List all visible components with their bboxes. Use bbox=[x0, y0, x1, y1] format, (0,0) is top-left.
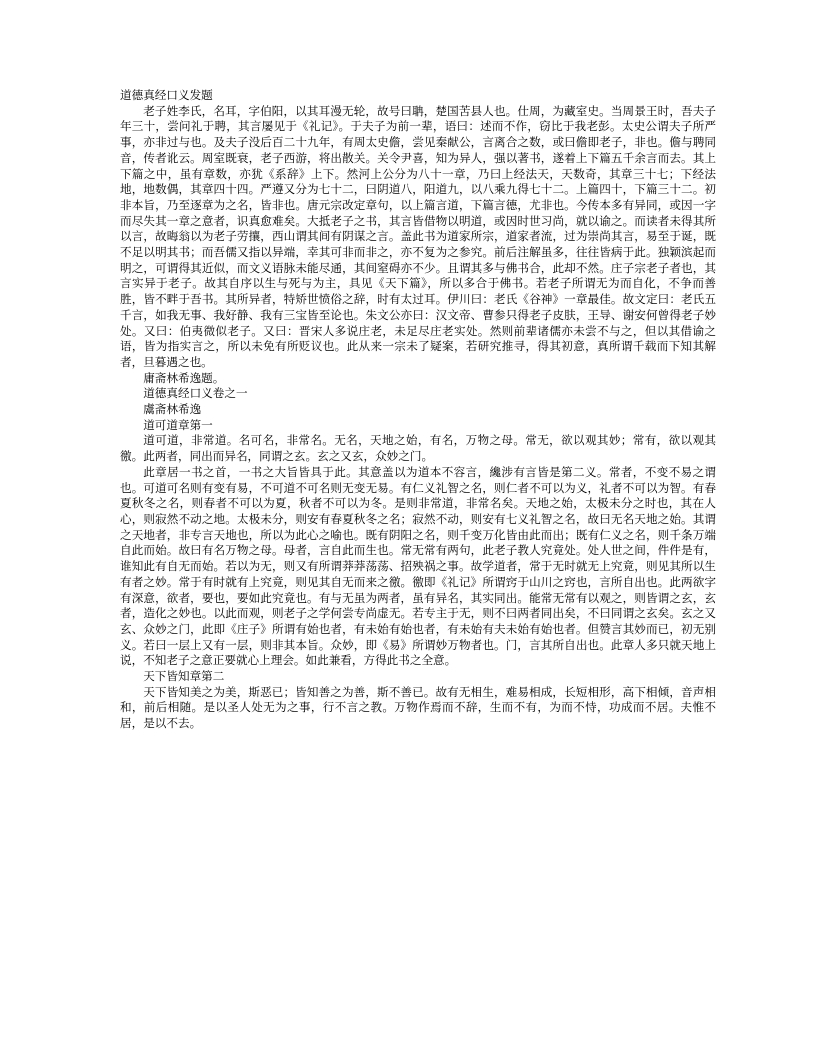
chapter-2-scripture: 天下皆知美之为美，斯恶已；皆知善之为善，斯不善已。故有无相生，难易相成，长短相形，高下相倾，音声相和，前后相随。是以圣人处无为之事，行不言之教。万物作焉而不辞，生而不有，为而不恃，功成而不居。夫惟不居，是以不去。 bbox=[120, 684, 716, 731]
preface-signature: 庸斋林希逸题。 bbox=[143, 370, 225, 385]
chapter-1-scripture: 道可道，非常道。名可名，非常名。无名，天地之始，有名，万物之母。常无，欲以观其妙；常有，欲以观其徼。此两者，同出而异名，同谓之玄。玄之又玄，众妙之门。 bbox=[120, 433, 716, 464]
chapter-2-title: 天下皆知章第二 bbox=[143, 669, 225, 684]
author-line: 鬳斋林希逸 bbox=[143, 402, 202, 417]
chapter-1-title: 道可道章第一 bbox=[143, 417, 213, 432]
document-title: 道德真经口义发题 bbox=[120, 88, 213, 102]
preface-paragraph: 老子姓李氏，名耳，字伯阳，以其耳漫无轮，故号曰聃，楚国苦县人也。仕周，为藏室史。当周景王时，吾夫子年三十，尝问礼于聘，其言屡见于《礼记》。于夫子为前一辈，语曰：述而不作，窃比于我老彭。太史公谓夫子所严事，亦非过与也。及夫子没后百二十九年，有周太史儋，尝见秦献公，言离合之数，或曰儋即老子，非也。儋与聘同音，传者讹云。周室既衰，老子西游，将出散关。关令尹喜，知为异人，强以著书，遂着上下篇五千余言而去。其上下篇之中，虽有章数，亦犹《系辞》上下。然河上公分为八十一章，乃曰上经法天，天数奇，其章三十七；下经法地，地数偶，其章四十四。严遵又分为七十二，曰阴道八，阳道九，以八乘九得七十二。上篇四十，下篇三十二。初非本旨，乃至逐章为之名，皆非也。唐元宗改定章句，以上篇言道，下篇言德，尤非也。今传本多有异同，或因一字而尽失其一章之意者，识真愈难矣。大抵老子之书，其言皆借物以明道，或因时世习尚，就以谕之。而读者未得其所以言，故晦翁以为老子劳攘，西山谓其间有阴谋之言。盖此书为道家所宗，道家者流，过为崇尚其言，易至于诞，既不足以明其书；而吾儒又指以异端，幸其可非而非之，亦不复为之参究。前后注解虽多，往往皆病于此。独颖滨起而明之，可谓得其近似，而文义语脉未能尽通，其间窒碍亦不少。且谓其多与佛书合，此却不然。庄子宗老子者也，其言实异于老子。故其自序以生与死与为主，具见《天下篇》，所以多合于佛书。若老子所谓无为而自化，不争而善胜，皆不畔于吾书。其所异者，特矫世愤俗之辞，时有太过耳。伊川曰：老氏《谷神》一章最佳。故文定曰：老氏五千言，如我无事、我好静、我有三宝皆至论也。朱文公亦曰：汉文帝、曹参只得老子皮肤，王导、谢安何曾得老子妙处。又曰：伯夷微似老子。又曰：晋宋人多说庄老，未足尽庄老实处。然则前辈诸儒亦未尝不与之，但以其借谕之语，皆为指实言之，所以未免有所贬议也。此从来一宗未了疑案，若研究推寻，得其初意，真所谓千载而下知其解者，旦暮遇之也。 bbox=[120, 103, 716, 369]
volume-title: 道德真经口义卷之一 bbox=[143, 386, 248, 401]
document-body bbox=[120, 88, 716, 732]
chapter-1-commentary: 此章居一书之首，一书之大旨皆具于此。其意盖以为道本不容言，纔涉有言皆是第二义。常者，不变不易之谓也。可道可名则有变有易，不可道不可名则无变无易。有仁义礼智之名，则仁者不可以为义，礼者不可以为智。有春夏秋冬之名，则春者不可以为夏，秋者不可以为冬。是则非常道，非常名矣。天地之始，太极未分之时也，其在人心，则寂然不动之地。太极未分，则安有春夏秋冬之名；寂然不动，则安有七义礼智之名，故曰无名天地之始。其谓之天地者，非专言天地也，所以为此心之喻也。既有阴阳之名，则千变万化皆由此而出；既有仁义之名，则千条万端自此而始。故曰有名万物之母。母者，言自此而生也。常无常有两句，此老子教人究竟处。处人世之间，件件是有，谁知此有自无而始。若以为无，则又有所谓莽莽荡荡、招殃祸之事。故学道者，常于无时就无上究竟，则见其所以生有者之妙。常于有时就有上究竟，则见其自无而来之徼。徼即《礼记》所谓窍于山川之窍也，言所自出也。此两欲字有深意，欲者，要也，要如此究竟也。有与无虽为两者，虽有异名，其实同出。能常无常有以观之，则皆谓之玄，玄者，造化之妙也。以此而观，则老子之学何尝专尚虚无。若专主于无，则不曰两者同出矣，不曰同谓之玄矣。玄之又玄、众妙之门，此即《庄子》所谓有始也者，有未始有始也者，有未始有夫未始有始也者。但赞言其妙而已，初无别义。若曰一层上又有一层，则非其本旨。众妙，即《易》所谓妙万物者也。门，言其所自出也。此章人多只就天地上说，不知老子之意正要就心上理会。如此兼看，方得此书之全意。 bbox=[120, 464, 716, 668]
